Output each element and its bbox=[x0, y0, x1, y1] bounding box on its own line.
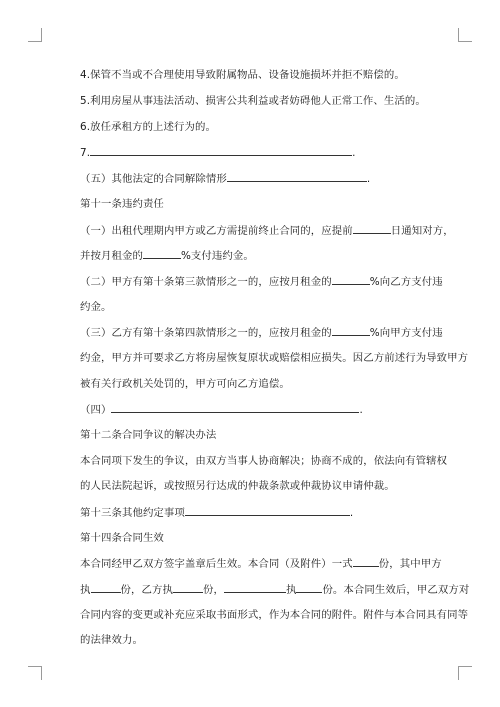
crop-mark-bottom-left bbox=[28, 666, 42, 680]
clause-line: 约金。 bbox=[80, 301, 112, 313]
section-heading: 第十四条合同生效 bbox=[80, 532, 164, 544]
clause-line: 被有关行政机关处罚的，甲方可向乙方追偿。 bbox=[80, 378, 290, 390]
fill-blank[interactable] bbox=[296, 582, 322, 593]
section-heading: 第十三条其他约定事项 . bbox=[80, 507, 354, 519]
fill-blank[interactable] bbox=[143, 248, 181, 259]
clause-line: （五）其他法定的合同解除情形 . bbox=[80, 173, 371, 185]
fill-blank[interactable] bbox=[227, 171, 367, 182]
section-heading: 第十二条合同争议的解决办法 bbox=[80, 429, 217, 441]
clause-line: 本合同经甲乙双方签字盖章后生效。本合同（及附件）一式 份，其中甲方 bbox=[80, 558, 442, 570]
fill-blank[interactable] bbox=[353, 223, 391, 234]
section-heading: 第十一条违约责任 bbox=[80, 198, 164, 210]
fill-blank[interactable] bbox=[332, 274, 370, 285]
clause-line: 合同内容的变更或补充应采取书面形式，作为本合同的附件。附件与本合同具有同等 bbox=[80, 609, 469, 621]
crop-mark-bottom-right bbox=[458, 666, 472, 680]
clause-line: （二）甲方有第十条第三款情形之一的，应按月租金的 %向乙方支付违 bbox=[80, 276, 443, 288]
fill-blank[interactable] bbox=[224, 582, 286, 593]
fill-blank[interactable] bbox=[91, 582, 121, 593]
fill-blank[interactable] bbox=[111, 402, 359, 413]
clause-line: （四） . bbox=[80, 404, 363, 416]
clause-line: 本合同项下发生的争议，由双方当事人协商解决；协商不成的，依法向有管辖权 bbox=[80, 455, 448, 467]
clause-line: 执 份，乙方执 份， 执 份。本合同生效后，甲乙双方对 bbox=[80, 584, 470, 596]
clause-line: 4.保管不当或不合理使用导致附属物品、设备设施损坏并拒不赔偿的。 bbox=[80, 69, 405, 81]
crop-mark-top-right bbox=[458, 28, 472, 42]
clause-line: （一）出租代理期内甲方或乙方需提前终止合同的，应提前 日通知对方， bbox=[80, 225, 454, 237]
fill-blank[interactable] bbox=[90, 145, 352, 156]
clause-line: 的人民法院起诉，或按照另行达成的仲裁条款或仲裁协议申请仲裁。 bbox=[80, 480, 395, 492]
clause-line: 7. . bbox=[80, 147, 356, 159]
fill-blank[interactable] bbox=[173, 582, 203, 593]
clause-line: 的法律效力。 bbox=[80, 634, 143, 646]
clause-line: 5.利用房屋从事违法活动、损害公共利益或者妨碍他人正常工作、生活的。 bbox=[80, 95, 426, 107]
crop-mark-top-left bbox=[28, 28, 42, 42]
fill-blank[interactable] bbox=[353, 556, 379, 567]
clause-line: 并按月租金的 %支付违约金。 bbox=[80, 250, 254, 262]
fill-blank[interactable] bbox=[332, 325, 370, 336]
clause-line: 约金，甲方并可要求乙方将房屋恢复原状或赔偿相应损失。因乙方前述行为导致甲方 bbox=[80, 352, 469, 364]
clause-line: （三）乙方有第十条第四款情形之一的，应按月租金的 %向甲方支付违 bbox=[80, 327, 443, 339]
fill-blank[interactable] bbox=[185, 505, 350, 516]
clause-line: 6.放任承租方的上述行为的。 bbox=[80, 121, 216, 133]
